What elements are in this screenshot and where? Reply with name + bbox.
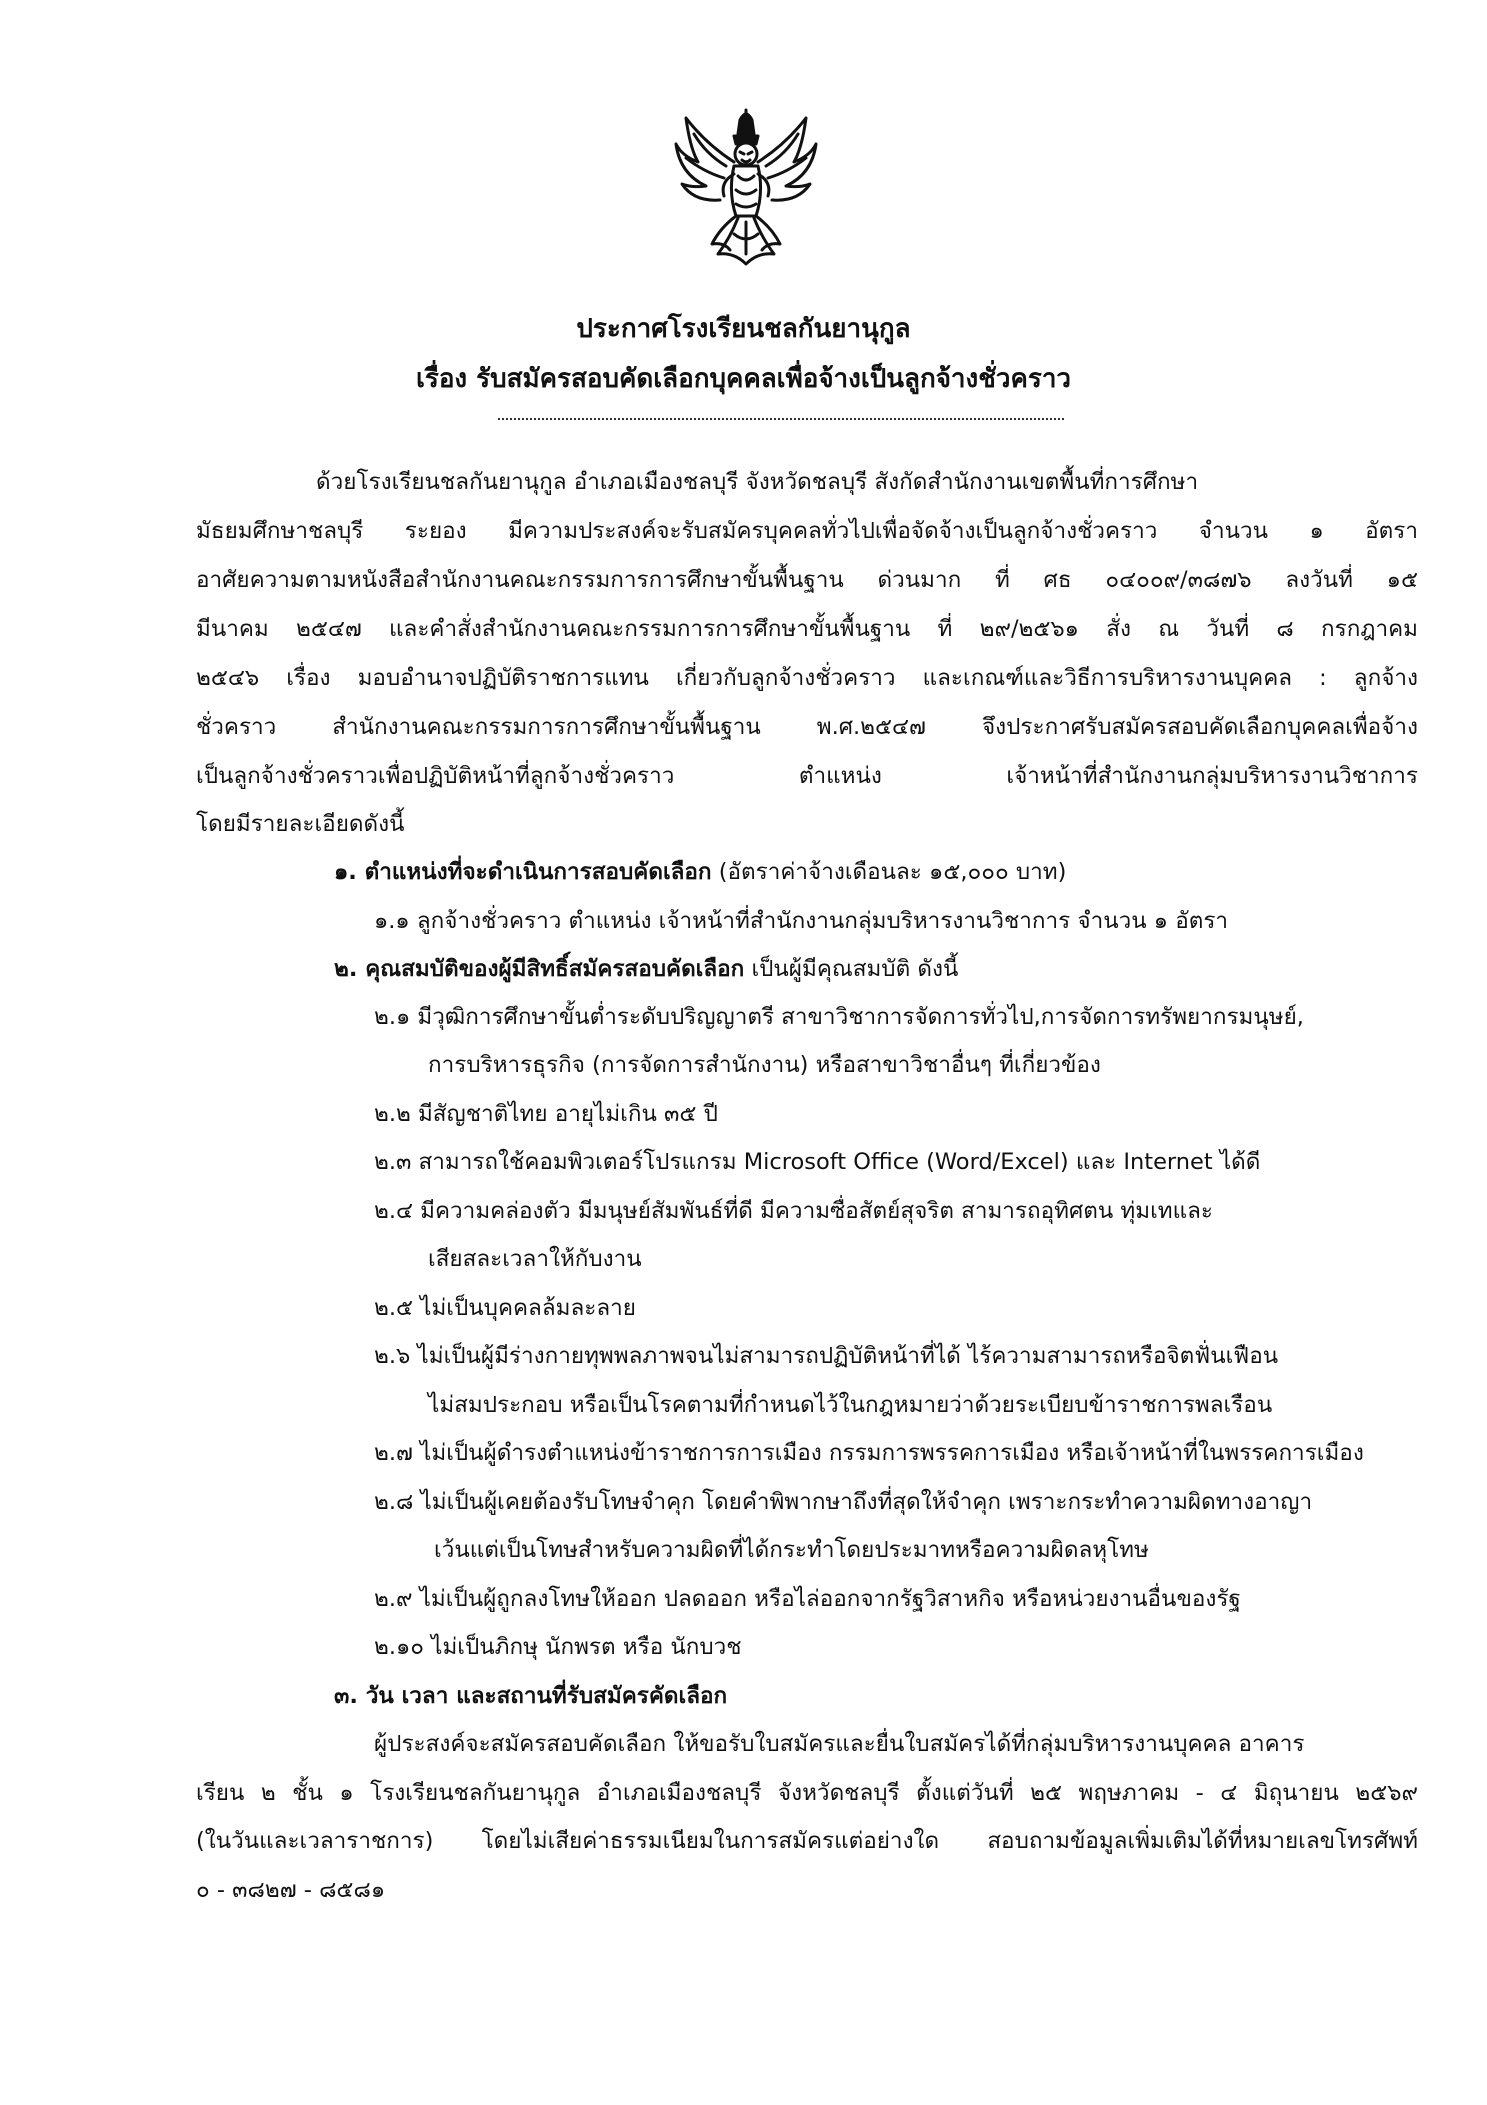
- intro-line-5: ๒๕๔๖ เรื่อง มอบอำนาจปฏิบัติราชการแทน เกี่ยวกับลูกจ้างชั่วคราว และเกณฑ์และวิธีการบริหารงานบุคคล : ลูกจ้าง: [196, 665, 1418, 691]
- intro-line-7: เป็นลูกจ้างชั่วคราวเพื่อปฏิบัติหน้าที่ลูกจ้างชั่วคราว ตำแหน่ง เจ้าหน้าที่สำนักงานกลุ่มบริหารงานวิชาการ: [196, 763, 1418, 789]
- qualification-2-2: ๒.๒ มีสัญชาติไทย อายุไม่เกิน ๓๕ ปี: [374, 1101, 718, 1127]
- qualification-2-10: ๒.๑๐ ไม่เป็นภิกษุ นักพรต หรือ นักบวช: [374, 1634, 742, 1660]
- intro-line-3: อาศัยความตามหนังสือสำนักงานคณะกรรมการการศึกษาขั้นพื้นฐาน ด่วนมาก ที่ ศธ ๐๔๐๐๙/๓๘๗๖ ลงวันที่ ๑๕: [196, 567, 1418, 593]
- intro-line-1: ด้วยโรงเรียนชลกันยานุกูล อำเภอเมืองชลบุรี จังหวัดชลบุรี สังกัดสำนักงานเขตพื้นที่การศึกษา: [316, 469, 1199, 495]
- intro-line-8: โดยมีรายละเอียดดังนี้: [196, 811, 405, 837]
- section-1-heading: [334, 856, 1066, 888]
- announcement-subject: เรื่อง รับสมัครสอบคัดเลือกบุคคลเพื่อจ้างเป็นลูกจ้างชั่วคราว: [415, 364, 1072, 394]
- qualification-2-6: ๒.๖ ไม่เป็นผู้มีร่างกายทุพพลภาพจนไม่สามารถปฏิบัติหน้าที่ได้ ไร้ความสามารถหรือจิตฟั่นเฟือน: [374, 1343, 1279, 1369]
- section-3-phone: ๐ - ๓๘๒๗ - ๘๕๘๑: [196, 1877, 386, 1903]
- intro-line-6: ชั่วคราว สำนักงานคณะกรรมการการศึกษาขั้นพื้นฐาน พ.ศ.๒๕๔๗ จึงประกาศรับสมัครสอบคัดเลือกบุคคลเพื่อจ้าง: [196, 714, 1418, 740]
- section-2-note: เป็นผู้มีคุณสมบัติ ดังนี้: [744, 956, 959, 982]
- intro-line-2: มัธยมศึกษาชลบุรี ระยอง มีความประสงค์จะรับสมัครบุคคลทั่วไปเพื่อจัดจ้างเป็นลูกจ้างชั่วคราว จำนวน ๑ อัตรา: [196, 518, 1418, 544]
- section-3-line-2: เรียน ๒ ชั้น ๑ โรงเรียนชลกันยานุกูล อำเภอเมืองชลบุรี จังหวัดชลบุรี ตั้งแต่วันที่ ๒๕ พฤษภาคม - ๔ มิถุนายน ๒๕๖๙: [196, 1780, 1418, 1806]
- qualification-2-1: ๒.๑ มีวุฒิการศึกษาขั้นต่ำระดับปริญญาตรี สาขาวิชาการจัดการทั่วไป,การจัดการทรัพยากรมนุษย์,: [374, 1004, 1304, 1030]
- announcement-title: ประกาศโรงเรียนชลกันยานุกูล: [576, 314, 911, 344]
- qualification-2-8: ๒.๘ ไม่เป็นผู้เคยต้องรับโทษจำคุก โดยคำพิพากษาถึงที่สุดให้จำคุก เพราะกระทำความผิดทางอาญา: [374, 1489, 1313, 1515]
- qualification-2-4-cont: เสียสละเวลาให้กับงาน: [428, 1246, 642, 1272]
- intro-line-4: มีนาคม ๒๕๔๗ และคำสั่งสำนักงานคณะกรรมการการศึกษาขั้นพื้นฐาน ที่ ๒๙/๒๕๖๑ สั่ง ณ วันที่ ๘ กรกฎาคม: [196, 616, 1418, 642]
- section-1-title: ๑. ตำแหน่งที่จะดำเนินการสอบคัดเลือก: [334, 859, 712, 885]
- section-3-line-1: ผู้ประสงค์จะสมัครสอบคัดเลือก ให้ขอรับใบสมัครและยื่นใบสมัครได้ที่กลุ่มบริหารงานบุคคล อาคาร: [374, 1731, 1305, 1757]
- qualification-2-7: ๒.๗ ไม่เป็นผู้ดำรงตำแหน่งข้าราชการการเมือง กรรมการพรรคการเมือง หรือเจ้าหน้าที่ในพรรคการเมือง: [374, 1440, 1364, 1466]
- section-1-item-1: ๑.๑ ลูกจ้างชั่วคราว ตำแหน่ง เจ้าหน้าที่สำนักงานกลุ่มบริหารงานวิชาการ จำนวน ๑ อัตรา: [374, 908, 1229, 934]
- qualification-2-5: ๒.๕ ไม่เป็นบุคคลล้มละลาย: [374, 1295, 636, 1321]
- qualification-2-1-cont: การบริหารธุรกิจ (การจัดการสำนักงาน) หรือสาขาวิชาอื่นๆ ที่เกี่ยวข้อง: [428, 1052, 1101, 1078]
- qualification-2-9: ๒.๙ ไม่เป็นผู้ถูกลงโทษให้ออก ปลดออก หรือไล่ออกจากรัฐวิสาหกิจ หรือหน่วยงานอื่นของรัฐ: [374, 1586, 1241, 1612]
- dotted-divider: [498, 418, 1064, 420]
- qualification-2-4: ๒.๔ มีความคล่องตัว มีมนุษย์สัมพันธ์ที่ดี มีความซื่อสัตย์สุจริต สามารถอุทิศตน ทุ่มเทและ: [374, 1198, 1213, 1224]
- section-3-heading: ๓. วัน เวลา และสถานที่รับสมัครคัดเลือก: [334, 1683, 728, 1709]
- section-1-note: (อัตราค่าจ้างเดือนละ ๑๕,๐๐๐ บาท): [711, 859, 1067, 885]
- qualification-2-6-cont: ไม่สมประกอบ หรือเป็นโรคตามที่กำหนดไว้ในกฎหมายว่าด้วยระเบียบข้าราชการพลเรือน: [428, 1392, 1273, 1418]
- section-3-line-3: (ในวันและเวลาราชการ) โดยไม่เสียค่าธรรมเนียมในการสมัครแต่อย่างใด สอบถามข้อมูลเพิ่มเติมได้ที่หมายเลขโทรศัพท์: [196, 1828, 1418, 1854]
- qualification-2-3: ๒.๓ สามารถใช้คอมพิวเตอร์โปรแกรม Microsoft Office (Word/Excel) และ Internet ได้ดี: [374, 1149, 1261, 1175]
- section-2-title: ๒. คุณสมบัติของผู้มีสิทธิ์สมัครสอบคัดเลือก: [334, 956, 745, 982]
- garuda-emblem-icon: [672, 104, 820, 270]
- section-2-heading: [334, 953, 958, 985]
- qualification-2-8-cont: เว้นแต่เป็นโทษสำหรับความผิดที่ได้กระทำโดยประมาทหรือความผิดลหุโทษ: [434, 1537, 1149, 1563]
